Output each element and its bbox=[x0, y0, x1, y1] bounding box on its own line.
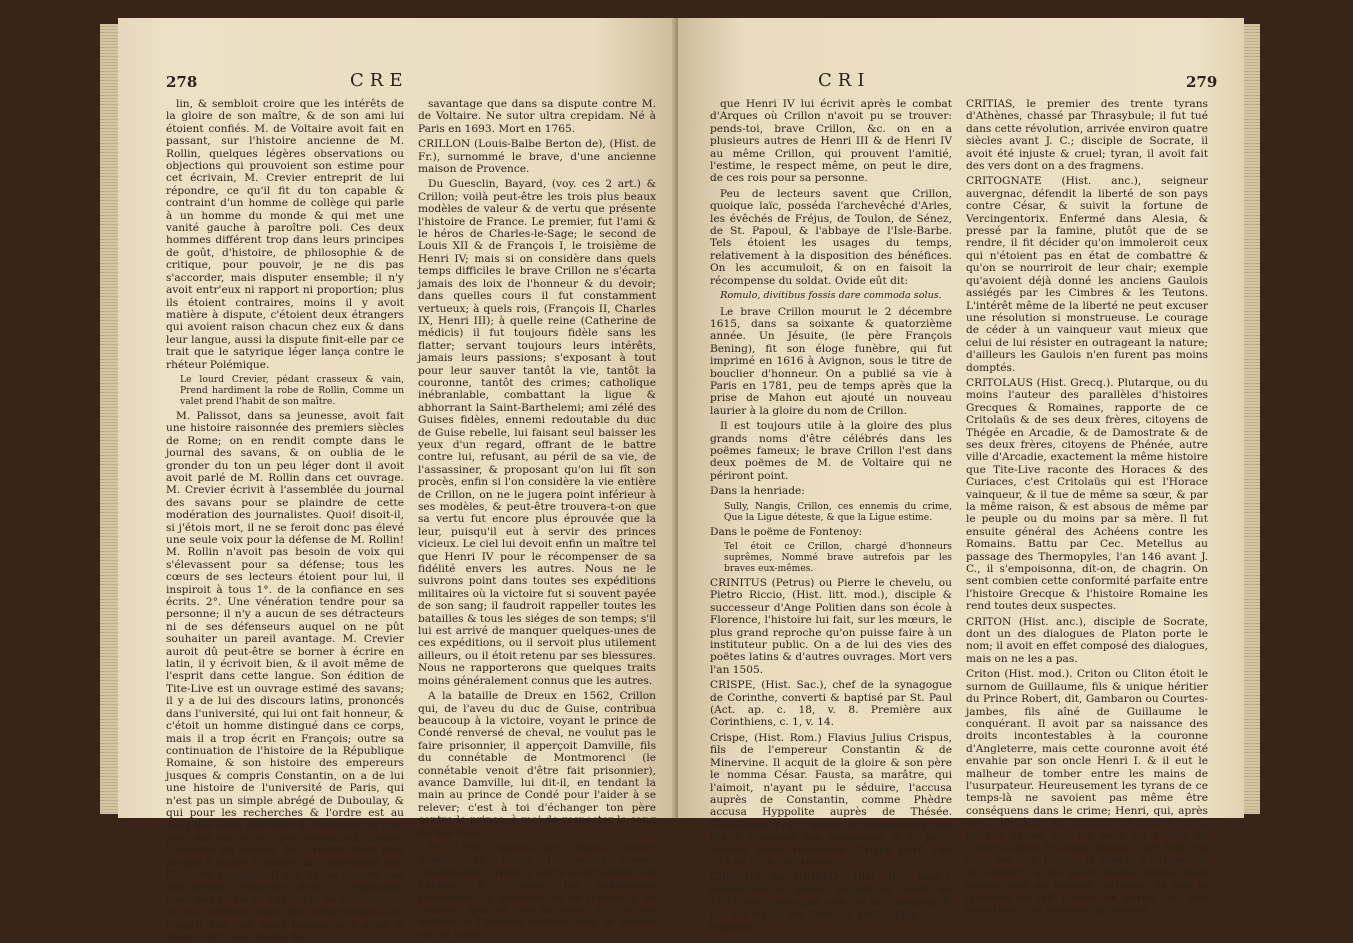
paragraph: M. Palissot, dans sa jeunesse, avoit fait une histoire raisonnée des premiers siècles de Rome; on en rendit compte dans le journal des savans, & on oublia de le gronder du ton un peu léger dont il avoit avoit parlé de M. Rollin dans cet ouvrage. M. Crevier écrivit à l'assemblée du journal des savans pour se plaindre de cette modération des journalistes. Quoi! disoit-il, si j'étois mort, il ne se feroit donc pas élevé une seule voix pour la défense de M. Rollin! M. Rollin n'avoit pas besoin de voix qui s'élevassent pour sa défense; tous les cœurs de ses lecteurs étoient pour lui, il inspiroit à tous 1°. de la confiance en ses écrits. 2°. Une vénération tendre pour sa personne; il n'y a aucun de ses détracteurs ni de ses défenseurs auquel on ne pût souhaiter un pareil avantage. M. Crevier auroit dû peut-être se borner à écrire en latin, il y écrivoit bien, & il avoit même de l'esprit dans cette langue. Son édition de Tite-Live est un ouvrage estimé des savans; il y a de lui des discours latins, prononcés dans l'université, qui lui ont fait honneur, & c'étoit un homme distingué dans ce corps, mais il a trop écrit en François; outre sa continuation de l'histoire de la République Romaine, & son histoire des empereurs jusques & compris Constantin, on a de lui une histoire de l'université de Paris, qui n'est pas un simple abrégé de Duboulay, & qui pour les recherches & l'ordre est au rang des bons ouvrages d'érudition; on n'en peut pas vanter le style; cependant, comme l'observe un auteur, M. Crevier étoit plus propre à écrire l'histoire de l'université que l'histoire romaine. Il y a de lui encore une Rhétorique Françoise, dont la réputation n'est pas sortie de l'enceinte de l'université; on lui attribue aussi des observations sur l'esprit des loix, dans lesquelles il avoit le même tort, & le même dé- bbox=[166, 409, 404, 943]
paragraph: Le brave Crillon mourut le 2 décembre 1615, dans sa soixante & quatorzième année. Un Jésuite, (le père François Bening), fit son éloge funèbre, qui fut imprimé en 1616 à Avignon, sous le titre de bouclier d'honneur. On a publié sa vie à Paris en 1781, peu de temps après que la prise de Mahon eut ajouté un nouveau laurier à la gloire du nom de Crillon. bbox=[710, 305, 952, 417]
text-column-2 bbox=[418, 98, 656, 941]
entry-paragraph: CRISPE, (Hist. Sac.), chef de la synagogue de Corinthe, converti & baptisé par St. Paul (Act. ap. c. 18, v. 8. Première aux Corinthiens, c. 1, v. 14. bbox=[710, 679, 952, 729]
right-page-edges bbox=[1244, 24, 1260, 814]
paragraph: En 1592 l'amiral de Villars, encore ennemi de Henri IV, ayant investi Quilleboeuf, Crillon y entra lui troisième, en bateau, & lorsque les assiégeans sommèrent la garnison de se rendre, il ne répondit que ce peu de mots: Crillon est dedans & l'ennemi dehors. Tout le monde sait le billet bbox=[418, 841, 656, 941]
entry-paragraph: Dans le poëme de Fontenoy: bbox=[710, 525, 863, 538]
paragraph: A la bataille de Dreux en 1562, Crillon qui, de l'aveu du duc de Guise, contribua beaucoup à la victoire, voyant le prince de Condé renversé de cheval, ne voulut pas le faire prisonnier, il apperçoit Damville, fils du connétable de Montmorenci (le connétable venoit d'être fait prisonnier), avance Damville, lui dit-il, en tendant la main au prince de Condé pour l'aider à se relever; c'est à toi d'échanger ton père contre le prince, à moi de respecter le sang de nos rois. bbox=[418, 690, 656, 839]
entry-paragraph: CRINITUS (Petrus) ou Pierre le chevelu, ou Pietro Riccio, (Hist. litt. mod.), disciple & successeur d'Ange Politien dans son école à Florence, l'histoire lui fait, sur les mœurs, le plus grand reproche qu'on puisse faire à un instituteur public. On a de lui des vies des poëtes latins & d'autres ouvrages. Mort vers l'an 1505. bbox=[710, 577, 952, 676]
page-number: 279 bbox=[1186, 73, 1218, 91]
paragraph: savantage que dans sa dispute contre M. de Voltaire. Ne sutor ultra crepidam. Né à Paris en 1693. Mort en 1765. bbox=[418, 98, 656, 135]
verse-quote: Le lourd Crevier, pédant crasseux & vain, Prend hardiment la robe de Rollin, Comme un valet prend l'habit de son maître. bbox=[180, 373, 404, 407]
entry-paragraph: CRITOLAUS (Hist. Grecq.). Plutarque, ou du moins l'auteur des parallèles d'histoires Grecques & Romaines, rapporte de ce Critolaüs & de ses deux frères, citoyens de Thégée en Arcadie, & de Damostrate & de ses deux frères, citoyens de Phénée, autre ville d'Arcadie, exactement la même histoire que Tite-Live raconte des Horaces & des Curiaces, c'est Critolaüs qui est l'Horace vainqueur, & il tue de même sa sœur, & par la même raison, & est absous de même par le peuple ou du moins par sa mère. Il fut ensuite général des Achéens contre les Romains. Battu par Cec. Metellus au passage des Thermopyles, l'an 146 avant J. C., il s'empoisonna, dit-on, de chagrin. On sent combien cette conformité parfaite entre l'histoire Grecque & l'histoire Romaine les rend toutes deux suspectes. bbox=[966, 376, 1208, 613]
entry-paragraph: Criton (Hist. mod.). Criton ou Cliton étoit le surnom de Guillaume, fils & unique héritier du Prince Robert, dit, Gambaron ou Courtes-jambes, fils aîné de Guillaume le conquérant. Il avoit par sa naissance des droits incontestables à la couronne d'Angleterre, mais cette couronne avoit été envahie par son oncle Henri I. & il eut le malheur de tomber entre les mains de l'usurpateur. Heureusement les tyrans de ce temps-là ne savoient pas même être conséquens dans le crime; Henri, qui, après avoir été lâche au malheureux Robert en lui faisant passer sur les yeux un bassin de cuivre ardent, le laissa languir vingt-huit ans dans les fers, laissoit la liberté à Criton, fils de Robert; il lui avoit même donné pour gouverneur un homme vertueux, ce que la tyrannie ne fait guères en pareil cas, son intention étoit vraisemblablement bbox=[966, 668, 1208, 916]
left-page-edges bbox=[100, 24, 118, 814]
entry-paragraph: CRISPUS ou CRISPO (Hist. litt. mod.), théologien & poëte napolitain, mort en 1595, est connu par une vie de Sannasar & par un traité: de Ethnicis philosophis cauté legendis. bbox=[710, 871, 952, 933]
entry-paragraph: Crispe, (Hist. Rom.) Flavius Julius Crispus, fils de l'empereur Constantin & de Minervine. Il acquit de la gloire & son père le nomma César. Fausta, sa marâtre, qui l'aimoit, n'ayant pu le séduire, l'accusa auprès de Constantin, comme Phèdre accusa Hyppolite auprès de Thésée. Constantin crut Fausta & empoisonna son fils, il reconnut son innocence, & fit périr Fausta: triste ressource. Crispe périt l'an 324 de l'ère chrétienne. bbox=[710, 731, 952, 868]
verse-quote: Tel étoit ce Crillon, chargé d'honneurs suprêmes, Nommé brave autrefois par les braves eux-mêmes. bbox=[724, 541, 952, 574]
running-head: CRI bbox=[818, 70, 871, 91]
entry-paragraph: CRITON (Hist. anc.), disciple de Socrate, dont un des dialogues de Platon porte le nom; il avoit en effet composé des dialogues, mais on ne les a pas. bbox=[966, 615, 1208, 665]
paragraph: Romulo, divitibus fossis dare commoda solus. bbox=[720, 290, 942, 302]
text-column-1 bbox=[710, 98, 952, 933]
entry-paragraph: CRITOGNATE (Hist. anc.), seigneur auvergnac, défendit la liberté de son pays contre César, & suivit la fortune de Vercingentorix. Enfermé dans Alesia, & pressé par la famine, plutôt que de se rendre, il fit décider qu'on immoleroit ceux qui n'étoient pas en état de combattre & qu'on se nourriroit de leur chair; exemple qu'avoient déjà donné les anciens Gaulois assiégés par les Cimbres & les Teutons. L'intérêt même de la liberté ne peut excuser une résolution si monstrueuse. Le courage de céder à un vainqueur vaut mieux que celui de lui résister en outrageant la nature; d'ailleurs les Gaulois n'en furent pas moins domptés. bbox=[966, 175, 1208, 374]
paragraph: que Henri IV lui écrivit après le combat d'Arques où Crillon n'avoit pu se trouver: pends-toi, brave Crillon, &c. on en a plusieurs autres de Henri III & de Henri IV au même Crillon, qui prouvent l'amitié, l'estime, le respect même, on peut le dire, de ces rois pour sa personne. bbox=[710, 98, 952, 185]
entry-paragraph: Dans la henriade: bbox=[710, 485, 805, 498]
entry-paragraph: CRITIAS, le premier des trente tyrans d'Athènes, chassé par Thrasybule; il fut tué dans cette révolution, arrivée environ quatre siècles avant J. C.; disciple de Socrate, il avoit été injuste & cruel; tyran, il avoit fait des vers dont on a des fragmens. bbox=[966, 98, 1208, 173]
right-page bbox=[678, 18, 1244, 933]
paragraph: Du Guesclin, Bayard, (voy. ces 2 art.) & Crillon; voilà peut-être les trois plus beaux modèles de valeur & de vertu que présente l'histoire de France. Le premier, fut l'ami & le héros de Charles-le-Sage; le second de Louis XII & de François I, le troisième de Henri IV; mais si on considère dans quels temps difficiles le brave Crillon ne s'écarta jamais des loix de l'honneur & du devoir; dans quelles cours il fut constamment vertueux; à quels rois, (François II, Charles IX, Henri III); à quelle reine (Catherine de médicis) il fut toujours fidèle sans les flatter; servant toujours leurs intérêts, jamais leurs passions; s'exposant à tout pour leur sauver tantôt la vie, tantôt la couronne, tantôt des crimes; catholique inébranlable, combattant la ligue & abhorrant la Saint-Barthelemi; ami zélé des Guises fidèles, ennemi redoutable du duc de Guise rebelle, lui faisant seul baisser les yeux d'un regard, offrant de le battre contre lui, refusant, au péril de sa vie, de l'assassiner, & proposant qu'on lui fît son procès, enfin si l'on considère la vie entière de Crillon, on ne le jugera point inférieur à ses modèles, & peut-être trouvera-t-on que sa vertu fut encore plus éprouvée que la leur, puisqu'il eut à servir des princes vicieux. Le ciel lui devoit enfin un maître tel que Henri IV pour le récompenser de sa fidélité envers les autres. Nous ne le suivrons point dans toutes ses expéditions militaires où la victoire fut si souvent payée de son sang; il faudroit rappeller toutes les batailles & tous les siéges de son temps; s'il lui est arrivé de manquer quelques-unes de ces expéditions, ou il servoit plus utilement ailleurs, ou il étoit retenu par ses blessures. Nous ne rapporterons que quelques traits moins généralement connus que les autres. bbox=[418, 178, 656, 687]
text-column-2 bbox=[966, 98, 1208, 916]
entry-paragraph: CRILLON (Louis-Balbe Berton de), (Hist. de Fr.), surnommé le brave, d'une ancienne maison de Provence. bbox=[418, 138, 656, 176]
paragraph: lin, & sembloit croire que les intérêts de la gloire de son maître, & de son ami lui étoient confiés. M. de Voltaire avoit fait en passant, sur l'histoire ancienne de M. Rollin, quelques légères observations ou objections qui prouvoient son estime pour cet écrivain, M. Crevier entreprit de lui répondre, ce qu'il fit du ton capable & contraint d'un homme de collège qui parle à un homme du monde & qui met une vanité gauche à paroître poli. Ces deux hommes différent trop dans leurs principes de goût, d'histoire, de philosophie & de critique, pour pouvoir, je ne dis pas s'accorder, mais disputer ensemble; il n'y avoit entr'eux ni rapport ni proportion; plus ils étoient contraires, moins il y avoit matière à dispute, c'étoient deux étrangers qui avoient raison chacun chez eux & dans leur langue, aussi la dispute finit-elle par ce trait que le satyrique léger lança contre le rhéteur Polémique. bbox=[166, 98, 404, 371]
left-page bbox=[118, 18, 678, 943]
verse-quote: Sully, Nangis, Crillon, ces ennemis du crime, Que la Ligue déteste, & que la Ligue estime. bbox=[724, 500, 952, 523]
page-number: 278 bbox=[166, 73, 198, 91]
paragraph: Peu de lecteurs savent que Crillon, quoique laïc, posséda l'archevêché d'Arles, les évêchés de Fréjus, de Toulon, de Sénez, de St. Papoul, & l'abbaye de l'Isle-Barbe. Tels étoient les usages du temps, relativement à la disposition des bénéfices. On les accumuloit, & on en faisoit la récompense du soldat. Ovide eût dit: bbox=[710, 187, 952, 287]
paragraph: Il est toujours utile à la gloire des plus grands noms d'être célébrés dans les poëmes fameux; le brave Crillon l'est dans deux poëmes de M. de Voltaire qui ne périront point. bbox=[710, 420, 952, 482]
text-column-1 bbox=[166, 98, 404, 943]
running-head: CRE bbox=[350, 70, 409, 91]
